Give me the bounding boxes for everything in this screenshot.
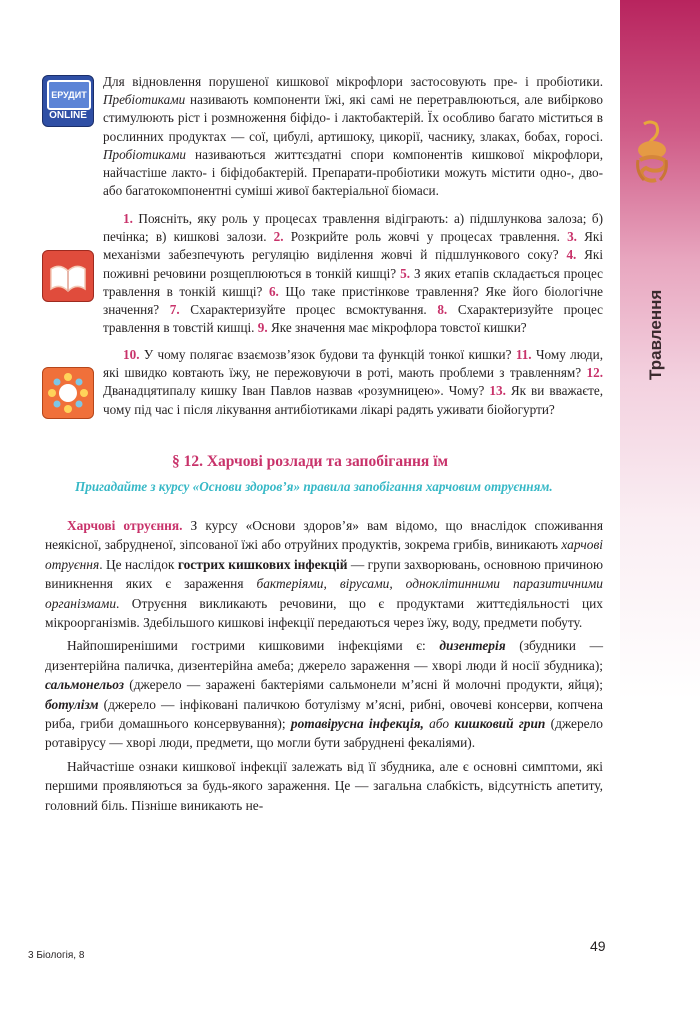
- acute-intestinal-infections-term: гострих кишкових інфекцій: [177, 556, 348, 572]
- question-number: 6.: [268, 283, 286, 299]
- book-questions-icon: [42, 250, 94, 302]
- question-text: У чому полягає взаємозв’язок будови та функцій тонкої кишки?: [143, 347, 516, 362]
- p2-text-e: (джерело — заражені бактеріями сальмонели м’ясні й молочні продукти, яйця);: [123, 677, 603, 693]
- question-text: Які механізми забезпечують регуляцію виділення жовчі й підшлункового соку?: [103, 229, 603, 263]
- question-text: Чому люди, які швидко ковтають їжу, не пережовуючи в роті, мають проблеми з травленням?: [103, 347, 603, 381]
- question-text: Що таке пристінкове травлення? Яке його біологічне значення?: [103, 283, 604, 318]
- main-body: [45, 516, 603, 815]
- intestinal-flu-term: кишковий грип: [454, 716, 546, 732]
- question-number: 4.: [566, 247, 585, 263]
- online-icon-bottom-text: ONLINE: [49, 110, 87, 121]
- botulism-term: ботулізм: [45, 696, 99, 712]
- p1-text-c: . Це наслідок: [99, 556, 178, 572]
- online-erudite-icon: [42, 75, 94, 127]
- question-number: 13.: [489, 383, 511, 399]
- question-number: 2.: [273, 229, 291, 245]
- section-heading: § 12. Харчові розлади та запобігання їм: [171, 453, 449, 470]
- question-number: 5.: [400, 265, 414, 281]
- p1-text-b: харчові отруєння: [45, 537, 603, 572]
- question-text: Схарактеризуйте процес всмоктування.: [190, 302, 438, 318]
- question-number: 1.: [123, 211, 139, 226]
- question-number: 3.: [567, 229, 585, 245]
- reminder-text: Пригадайте з курсу «Основи здоров’я» правила запобігання харчовим отруєнням.: [75, 479, 553, 494]
- salmonellosis-term: сальмонельоз: [45, 677, 124, 693]
- paragraph-infections: [45, 636, 603, 752]
- question-number: 8.: [437, 302, 458, 318]
- intro-text-2: називають компоненти їжі, які самі не перетравлюються, але вибірково стимулюють ріст і розмноження біфідо- і лактобактерій. Їх особливо багато міститься в рослинних продуктах — сої, цибулі, артишоку, цикорії, часнику, злаках, бобах, горосі.: [103, 92, 603, 144]
- p1-text-f: бактеріями, вірусами, одноклітинними паразитичними організмами: [45, 576, 603, 611]
- p2-text-a: Найпоширенішими гострими кишковими інфекціями є:: [67, 638, 440, 654]
- question-text: Поясніть, яку роль у процесах травлення відіграють: а) підшлункова залоза; б) печінка; в) кишкові залози.: [103, 211, 604, 245]
- p1-text-a: З курсу «Основи здоров’я» вам відомо, що внаслідок споживання неякісної, забрудненої, зіпсованої їжі або отруйних продуктів, зокрема грибів, виникають: [45, 518, 603, 553]
- question-text: Як ви вважаєте, чому під час і після лікування антибіотиками лікарі радять уживати біойогурти?: [103, 383, 603, 417]
- food-poisoning-term: Харчові отруєння.: [67, 518, 183, 533]
- digestive-system-icon: [632, 120, 672, 186]
- intro-text-1: Для відновлення порушеної кишкової мікрофлори застосовують пре- і пробіотики.: [103, 74, 603, 89]
- group-work-icon: [42, 367, 94, 419]
- hands-circle-icon: [43, 368, 93, 418]
- question-text: Схарактеризуйте процес травлення в товстій кишці.: [103, 302, 603, 336]
- question-text: Які поживні речовини розщеплюються в тонкій кишці?: [103, 247, 604, 281]
- question-text: Розкрийте роль жовчі у процесах травлення.: [290, 229, 568, 245]
- question-text: Яке значення має мікрофлора товстої кишки?: [270, 320, 527, 336]
- open-book-icon: [43, 251, 93, 301]
- paragraph-food-poisoning: [45, 516, 603, 632]
- p1-text-e: — групи захворювань, основною причиною виникнення яких є зараження: [45, 556, 604, 592]
- p2-text-k: (джерело ротавірусу — хворі люди, предмети, що могли бути забруднені фекаліями).: [45, 716, 603, 751]
- page-number: 49: [590, 938, 606, 954]
- question-number: 7.: [169, 302, 191, 318]
- dysentery-term: дизентерія: [439, 638, 506, 654]
- p2-text-i: або: [423, 716, 455, 732]
- footer-signature: 3 Біологія, 8: [28, 950, 85, 961]
- question-number: 9.: [257, 320, 271, 336]
- prebiotics-term: Пребіотиками: [103, 92, 186, 108]
- intro-text-3: називаються життєздатні спори компонентів кишкової мікрофлори, найчастіше лакто- і біфідобактерій. Препарати-пробіотики можуть містити одно-, дво- або багатокомпонентні суміші живої бактеріальної біомаси.: [103, 146, 603, 199]
- probiotics-term: Пробіотиками: [103, 146, 186, 162]
- p2-text-g: (джерело — інфіковані паличкою ботулізму м’ясні, рибні, овочеві консерви, копчена риба, гриби домашнього консервування);: [45, 696, 603, 732]
- questions-block-2: [103, 346, 603, 419]
- question-number: 12.: [586, 365, 603, 381]
- intro-paragraph: [103, 73, 603, 200]
- section-side-label: Травлення: [646, 289, 665, 380]
- question-text: Дванадцятипалу кишку Іван Павлов назвав «розумницею». Чому?: [103, 383, 490, 399]
- questions-block-1: [103, 210, 603, 337]
- p2-text-c: (збудники — дизентерійна паличка, дизентерійна амеба; джерело зараження — хворі люди й носії збудника);: [45, 638, 603, 673]
- p1-text-g: . Отруєння викликають речовини, що є продуктами життєдіяльності цих мікроорганізмів. Здебільшого кишкові інфекції передаються через їжу, воду, предмети побуту.: [45, 595, 603, 631]
- rotavirus-term: ротавірусна інфекція,: [290, 716, 424, 732]
- online-icon-top-text: ЕРУДИТ: [47, 80, 91, 110]
- question-number: 10.: [123, 347, 144, 362]
- question-text: З яких етапів складається процес травлення в тонкій кишці?: [103, 265, 604, 299]
- question-number: 11.: [515, 347, 536, 362]
- paragraph-symptoms: Найчастіше ознаки кишкової інфекції залежать від її збудника, але є основні симптоми, які першими проявляються за будь-якого зараження. Це — загальна слабкість, відсутність апетиту, головний біль. Пізніше виникають не-: [45, 758, 603, 813]
